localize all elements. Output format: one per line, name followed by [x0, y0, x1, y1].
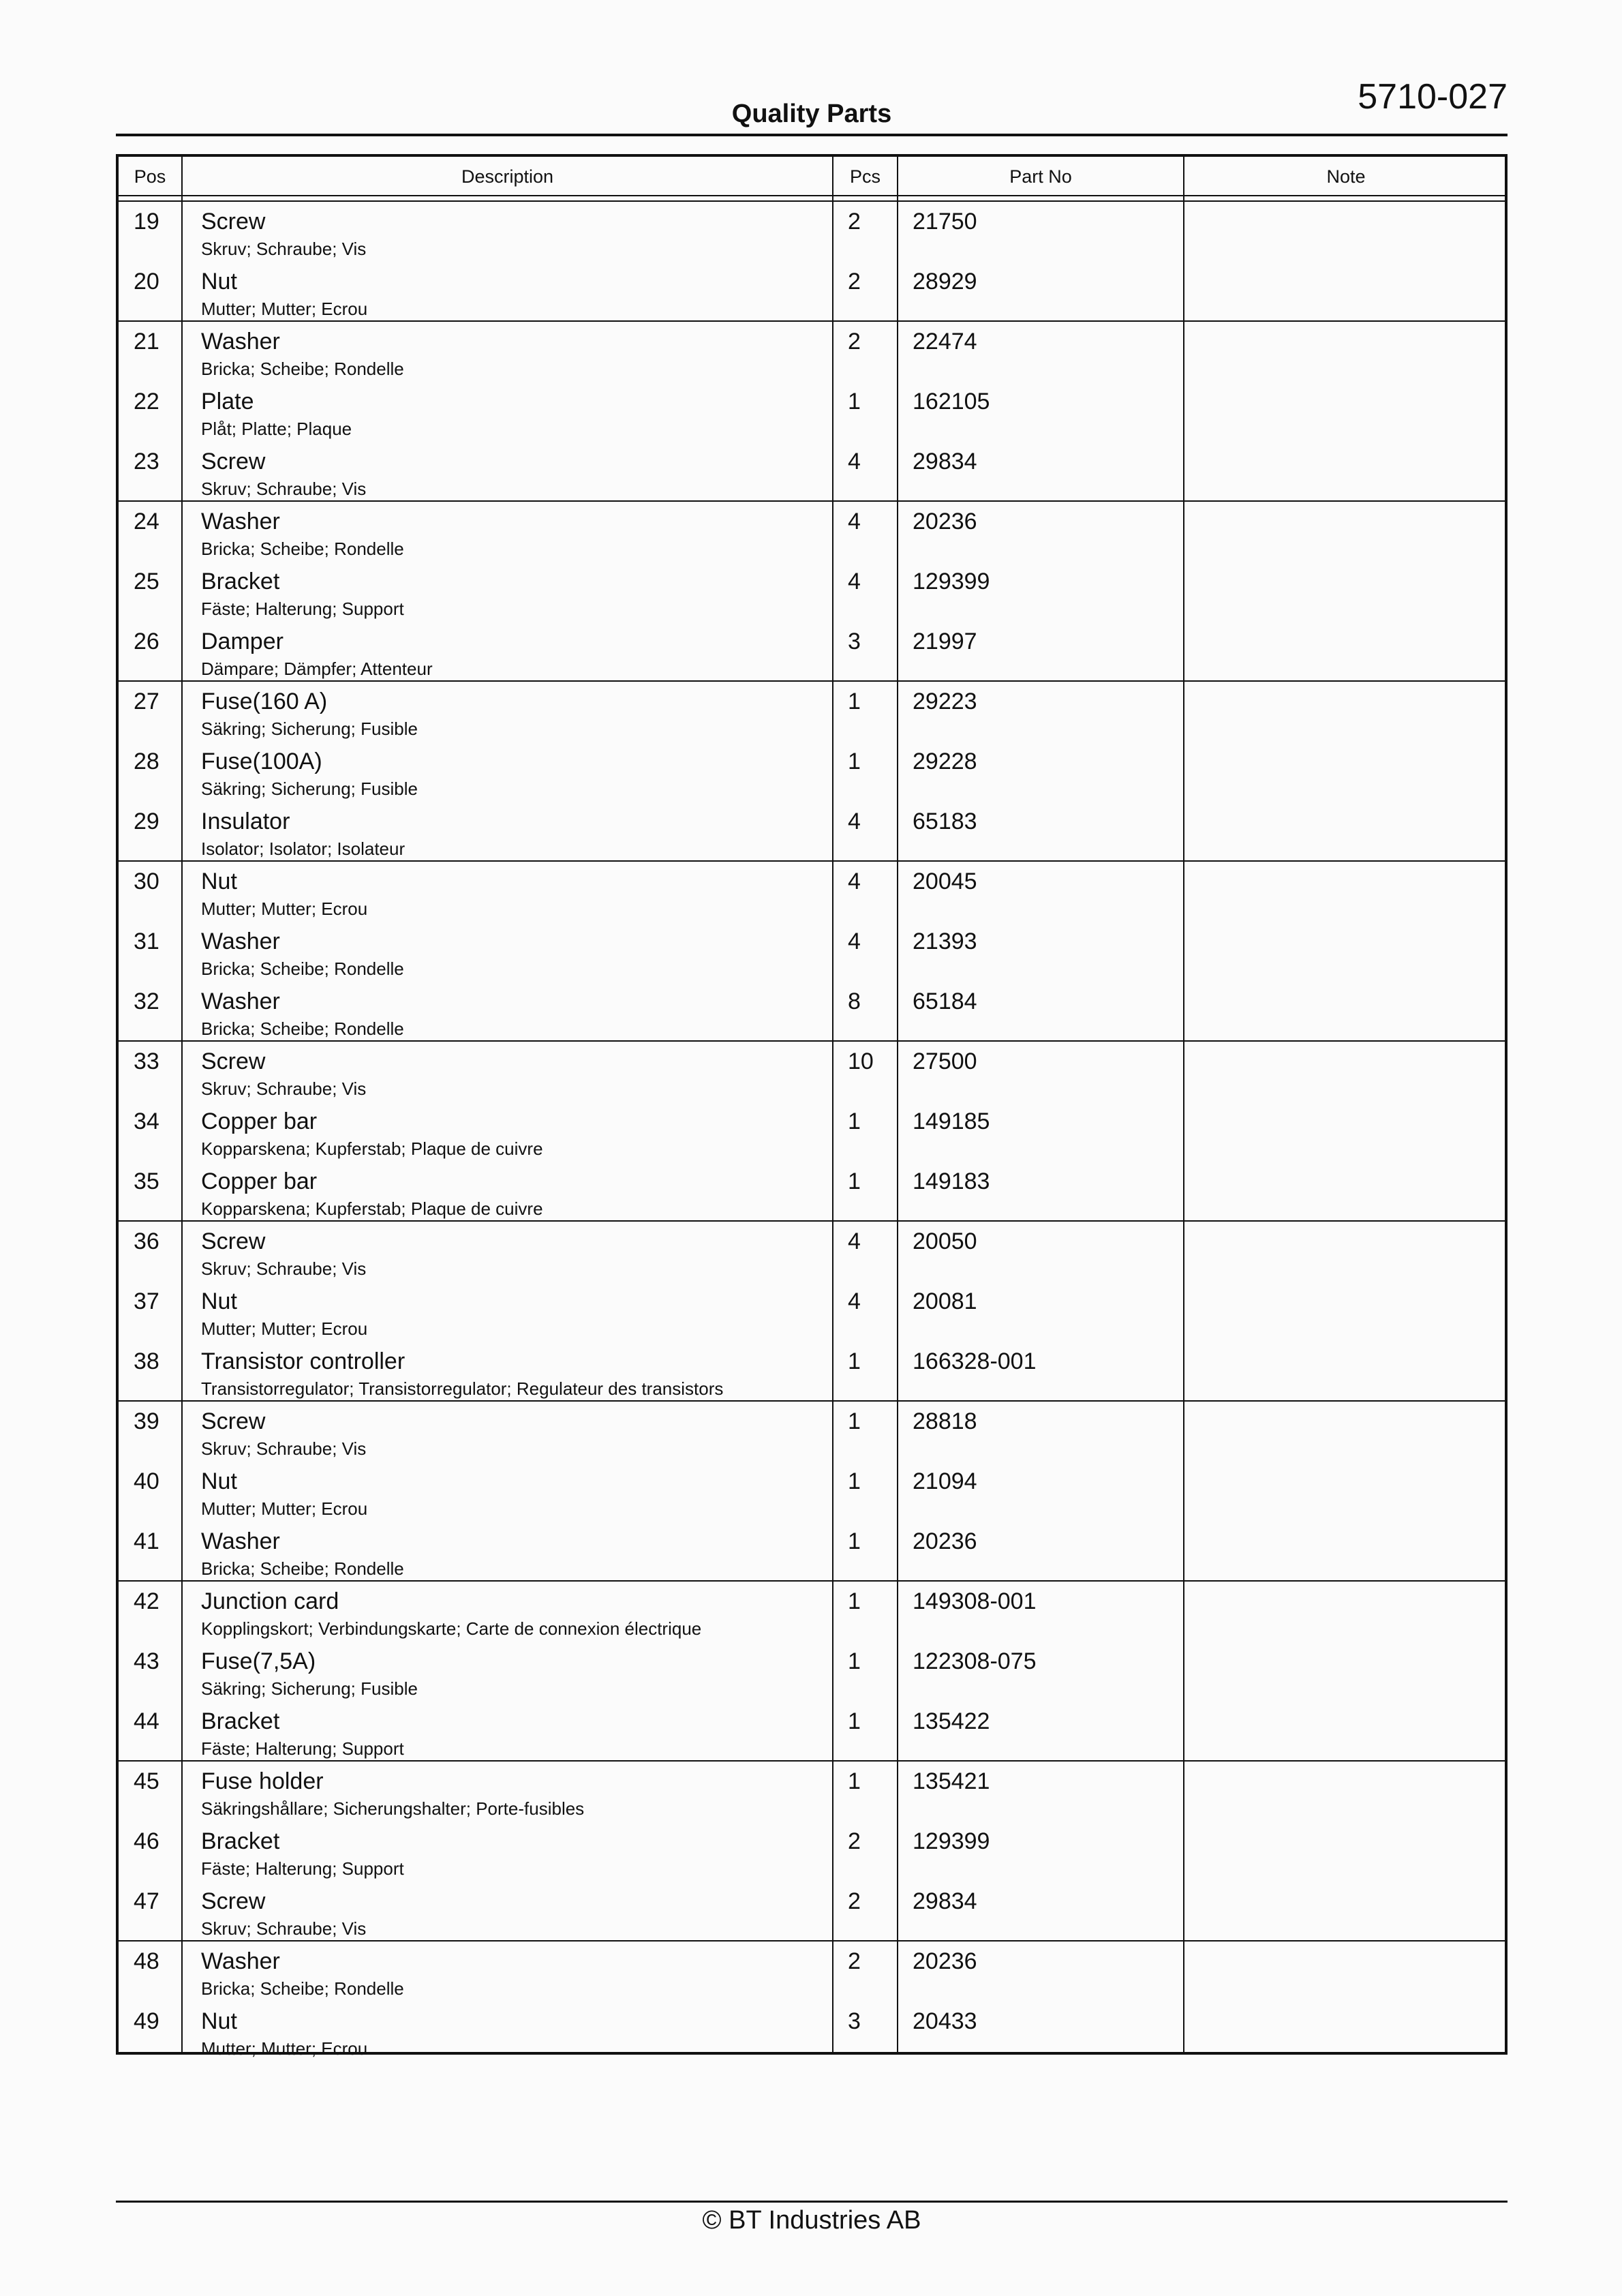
part-translation: Skruv; Schraube; Vis [201, 1258, 367, 1279]
position-number: 48 [134, 1948, 159, 1974]
table-row [119, 1822, 1505, 1882]
part-name: Nut [201, 269, 237, 294]
position-number: 30 [134, 868, 159, 894]
part-number: 27500 [913, 1048, 977, 1074]
part-name: Fuse holder [201, 1768, 324, 1794]
part-number: 29834 [913, 449, 977, 474]
quantity: 1 [848, 1588, 861, 1614]
quantity: 2 [848, 209, 861, 235]
quantity: 4 [848, 1228, 861, 1254]
quantity: 4 [848, 449, 861, 474]
quantity: 2 [848, 1828, 861, 1854]
part-name: Washer [201, 1528, 280, 1554]
position-number: 27 [134, 689, 159, 714]
quantity: 2 [848, 1948, 861, 1974]
position-number: 29 [134, 809, 159, 834]
part-translation: Kopplingskort; Verbindungskarte; Carte de connexion électrique [201, 1618, 702, 1639]
position-number: 23 [134, 449, 159, 474]
quantity: 1 [848, 1168, 861, 1194]
footer-divider [116, 2201, 1508, 2203]
part-name: Bracket [201, 1828, 280, 1854]
part-name: Washer [201, 509, 280, 534]
column-header-pos: Pos [134, 166, 166, 187]
row-group [119, 502, 1505, 682]
part-number: 20236 [913, 1528, 977, 1554]
part-name: Nut [201, 2008, 237, 2034]
quantity: 4 [848, 809, 861, 834]
position-number: 43 [134, 1648, 159, 1674]
part-translation: Bricka; Scheibe; Rondelle [201, 1978, 404, 1999]
part-name: Insulator [201, 809, 290, 834]
part-number: 20081 [913, 1288, 977, 1314]
quantity: 1 [848, 749, 861, 774]
table-row [119, 1282, 1505, 1342]
part-name: Screw [201, 449, 266, 474]
row-group [119, 1042, 1505, 1222]
quantity: 1 [848, 1708, 861, 1734]
position-number: 28 [134, 749, 159, 774]
quantity: 2 [848, 269, 861, 294]
table-row [119, 2002, 1505, 2061]
part-translation: Skruv; Schraube; Vis [201, 1438, 367, 1459]
position-number: 40 [134, 1468, 159, 1494]
part-number: 20050 [913, 1228, 977, 1254]
part-number: 20045 [913, 868, 977, 894]
part-number: 122308-075 [913, 1648, 1037, 1674]
part-number: 28818 [913, 1408, 977, 1434]
part-number: 22474 [913, 329, 977, 354]
position-number: 47 [134, 1888, 159, 1914]
part-name: Junction card [201, 1588, 339, 1614]
part-number: 162105 [913, 389, 990, 414]
part-name: Damper [201, 629, 284, 654]
part-name: Copper bar [201, 1168, 318, 1194]
part-translation: Bricka; Scheibe; Rondelle [201, 359, 404, 379]
table-row [119, 1942, 1505, 2002]
part-name: Screw [201, 1888, 266, 1914]
quantity: 2 [848, 329, 861, 354]
part-translation: Säkringshållare; Sicherungshalter; Porte-fusibles [201, 1798, 585, 1819]
table-row [119, 1402, 1505, 1462]
table-row [119, 1042, 1505, 1102]
quantity: 4 [848, 928, 861, 954]
quantity: 1 [848, 1648, 861, 1674]
table-header [119, 157, 1505, 195]
quantity: 1 [848, 1528, 861, 1554]
table-row [119, 802, 1505, 862]
table-row [119, 982, 1505, 1042]
quantity: 10 [848, 1048, 874, 1074]
part-translation: Skruv; Schraube; Vis [201, 239, 367, 259]
position-number: 35 [134, 1168, 159, 1194]
table-row [119, 1762, 1505, 1822]
table-row [119, 502, 1505, 562]
row-group [119, 682, 1505, 862]
part-number: 21393 [913, 928, 977, 954]
column-header-note: Note [1326, 166, 1366, 187]
part-translation: Bricka; Scheibe; Rondelle [201, 1018, 404, 1039]
position-number: 41 [134, 1528, 159, 1554]
quantity: 1 [848, 1468, 861, 1494]
table-row [119, 1162, 1505, 1222]
table-row [119, 922, 1505, 982]
part-translation: Fäste; Halterung; Support [201, 599, 404, 619]
part-number: 149185 [913, 1108, 990, 1134]
quantity: 4 [848, 569, 861, 594]
table-row [119, 1522, 1505, 1582]
table-row [119, 322, 1505, 382]
parts-table [116, 154, 1508, 2059]
part-number: 149183 [913, 1168, 990, 1194]
table-row [119, 682, 1505, 742]
quantity: 2 [848, 1888, 861, 1914]
table-row [119, 262, 1505, 322]
quantity: 4 [848, 1288, 861, 1314]
part-number: 129399 [913, 569, 990, 594]
row-group [119, 1762, 1505, 1942]
part-translation: Mutter; Mutter; Ecrou [201, 2038, 368, 2059]
part-translation: Säkring; Sicherung; Fusible [201, 719, 418, 739]
header-double-rule [119, 195, 1505, 202]
page-title: Quality Parts [731, 100, 892, 128]
quantity: 1 [848, 1348, 861, 1374]
column-header-pcs: Pcs [849, 166, 881, 187]
part-translation: Kopparskena; Kupferstab; Plaque de cuivre [201, 1138, 543, 1159]
part-name: Washer [201, 329, 280, 354]
quantity: 1 [848, 689, 861, 714]
row-group [119, 1402, 1505, 1582]
position-number: 22 [134, 389, 159, 414]
part-name: Washer [201, 928, 280, 954]
row-group [119, 1582, 1505, 1762]
position-number: 31 [134, 928, 159, 954]
position-number: 32 [134, 988, 159, 1014]
part-name: Screw [201, 1228, 266, 1254]
part-translation: Bricka; Scheibe; Rondelle [201, 958, 404, 979]
part-translation: Mutter; Mutter; Ecrou [201, 1498, 368, 1519]
position-number: 33 [134, 1048, 159, 1074]
row-group [119, 1222, 1505, 1402]
part-number: 21094 [913, 1468, 977, 1494]
part-number: 149308-001 [913, 1588, 1037, 1614]
header-divider [116, 134, 1508, 136]
row-group [119, 1942, 1505, 2061]
quantity: 4 [848, 868, 861, 894]
position-number: 45 [134, 1768, 159, 1794]
part-name: Fuse(160 A) [201, 689, 328, 714]
part-translation: Mutter; Mutter; Ecrou [201, 898, 368, 919]
part-translation: Skruv; Schraube; Vis [201, 1078, 367, 1099]
part-name: Washer [201, 988, 280, 1014]
table-row [119, 202, 1505, 262]
part-translation: Mutter; Mutter; Ecrou [201, 1318, 368, 1339]
part-name: Transistor controller [201, 1348, 406, 1374]
position-number: 37 [134, 1288, 159, 1314]
part-number: 29834 [913, 1888, 977, 1914]
column-header-description: Description [461, 166, 554, 187]
position-number: 39 [134, 1408, 159, 1434]
part-translation: Dämpare; Dämpfer; Attenteur [201, 659, 433, 679]
part-name: Plate [201, 389, 254, 414]
position-number: 44 [134, 1708, 159, 1734]
row-group [119, 862, 1505, 1042]
part-number: 135422 [913, 1708, 990, 1734]
part-translation: Kopparskena; Kupferstab; Plaque de cuivre [201, 1198, 543, 1219]
document-number: 5710-027 [1358, 77, 1508, 117]
part-number: 65184 [913, 988, 977, 1014]
footer-copyright: © BT Industries AB [702, 2206, 921, 2235]
part-number: 29228 [913, 749, 977, 774]
table-row [119, 862, 1505, 922]
part-number: 129399 [913, 1828, 990, 1854]
part-name: Nut [201, 1468, 237, 1494]
table-row [119, 1882, 1505, 1942]
position-number: 34 [134, 1108, 159, 1134]
part-name: Copper bar [201, 1108, 318, 1134]
part-number: 21750 [913, 209, 977, 235]
part-translation: Fäste; Halterung; Support [201, 1738, 404, 1759]
row-group [119, 202, 1505, 322]
part-translation: Säkring; Sicherung; Fusible [201, 779, 418, 799]
part-translation: Skruv; Schraube; Vis [201, 1918, 367, 1939]
table-row [119, 1222, 1505, 1282]
position-number: 20 [134, 269, 159, 294]
quantity: 4 [848, 509, 861, 534]
table-row [119, 442, 1505, 502]
position-number: 49 [134, 2008, 159, 2034]
position-number: 24 [134, 509, 159, 534]
part-name: Screw [201, 1048, 266, 1074]
part-translation: Transistorregulator; Transistorregulator; Regulateur des transistors [201, 1378, 724, 1399]
part-name: Nut [201, 1288, 237, 1314]
position-number: 36 [134, 1228, 159, 1254]
part-translation: Fäste; Halterung; Support [201, 1858, 404, 1879]
quantity: 3 [848, 629, 861, 654]
column-header-part-no: Part No [1009, 166, 1072, 187]
part-name: Nut [201, 868, 237, 894]
quantity: 1 [848, 1108, 861, 1134]
quantity: 1 [848, 1408, 861, 1434]
part-translation: Bricka; Scheibe; Rondelle [201, 1558, 404, 1579]
table-row [119, 1702, 1505, 1762]
position-number: 46 [134, 1828, 159, 1854]
part-number: 20433 [913, 2008, 977, 2034]
part-number: 65183 [913, 809, 977, 834]
position-number: 26 [134, 629, 159, 654]
part-translation: Mutter; Mutter; Ecrou [201, 299, 368, 319]
position-number: 38 [134, 1348, 159, 1374]
part-number: 135421 [913, 1768, 990, 1794]
table-row [119, 1102, 1505, 1162]
table-row [119, 562, 1505, 622]
part-number: 29223 [913, 689, 977, 714]
part-name: Screw [201, 209, 266, 235]
position-number: 42 [134, 1588, 159, 1614]
table-row [119, 1582, 1505, 1642]
part-translation: Säkring; Sicherung; Fusible [201, 1678, 418, 1699]
table-row [119, 742, 1505, 802]
part-number: 21997 [913, 629, 977, 654]
table-row [119, 622, 1505, 682]
row-group [119, 322, 1505, 502]
part-name: Bracket [201, 1708, 280, 1734]
table-row [119, 382, 1505, 442]
table-row [119, 1642, 1505, 1702]
part-name: Screw [201, 1408, 266, 1434]
part-name: Fuse(7,5A) [201, 1648, 316, 1674]
quantity: 3 [848, 2008, 861, 2034]
part-number: 166328-001 [913, 1348, 1037, 1374]
part-translation: Plåt; Platte; Plaque [201, 419, 352, 439]
part-name: Washer [201, 1948, 280, 1974]
part-number: 20236 [913, 1948, 977, 1974]
table-row [119, 1462, 1505, 1522]
quantity: 8 [848, 988, 861, 1014]
part-number: 28929 [913, 269, 977, 294]
position-number: 25 [134, 569, 159, 594]
part-number: 20236 [913, 509, 977, 534]
part-translation: Isolator; Isolator; Isolateur [201, 839, 406, 859]
part-name: Bracket [201, 569, 280, 594]
part-translation: Bricka; Scheibe; Rondelle [201, 539, 404, 559]
table-row [119, 1342, 1505, 1402]
part-name: Fuse(100A) [201, 749, 322, 774]
quantity: 1 [848, 389, 861, 414]
position-number: 21 [134, 329, 159, 354]
position-number: 19 [134, 209, 159, 235]
quantity: 1 [848, 1768, 861, 1794]
part-translation: Skruv; Schraube; Vis [201, 479, 367, 499]
